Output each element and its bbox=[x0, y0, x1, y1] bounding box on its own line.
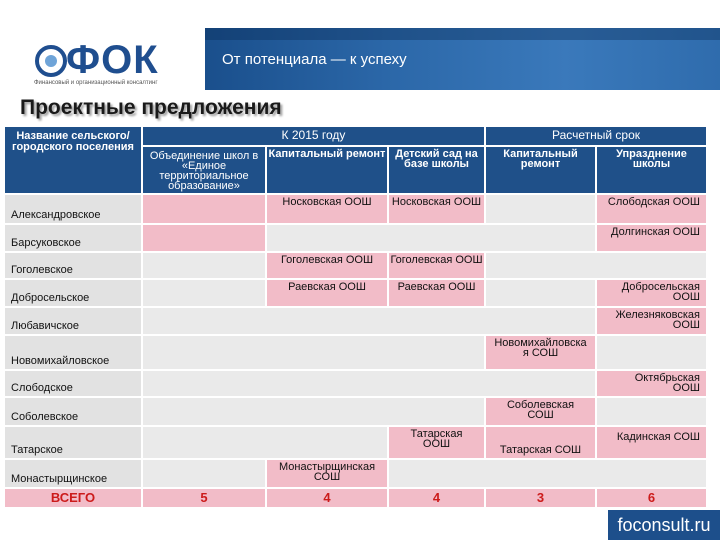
cell-kindergarten bbox=[388, 426, 485, 459]
row-fill bbox=[142, 397, 485, 426]
row-fill bbox=[266, 224, 596, 252]
subheader-repair-2015-label: Капитальный ремонт bbox=[268, 148, 386, 160]
row-name-label: Добросельское bbox=[11, 292, 90, 304]
subheader-repair-calc-label: Капитальный ремонт bbox=[503, 148, 578, 170]
cell-abolish bbox=[596, 370, 707, 397]
cell-repair-2015 bbox=[266, 194, 388, 224]
cell-text: Железняковская ООШ bbox=[615, 309, 700, 331]
total-merge bbox=[142, 488, 266, 508]
row-name-label: Барсуковское bbox=[11, 237, 81, 249]
total-value: 3 bbox=[536, 490, 545, 505]
row-fill bbox=[142, 370, 596, 397]
row-name-label: Любавичское bbox=[11, 320, 80, 332]
cell-repair-calc bbox=[485, 397, 596, 426]
total-value: 4 bbox=[432, 490, 441, 505]
group-header-2015 bbox=[142, 126, 485, 146]
group-header-calc bbox=[485, 126, 707, 146]
slogan: От потенциала — к успеху bbox=[222, 51, 407, 68]
row-fill bbox=[142, 252, 266, 279]
row-name-label: Гоголевское bbox=[11, 264, 73, 276]
row-name-barsukovskoe bbox=[4, 224, 142, 252]
cell-text: Татарская ООШ bbox=[410, 428, 463, 450]
cell-repair-2015 bbox=[266, 459, 388, 488]
cell-merge bbox=[142, 194, 266, 224]
cell-text: Долгинская ООШ bbox=[611, 226, 700, 238]
subheader-merge bbox=[142, 146, 266, 194]
cell-abolish bbox=[596, 224, 707, 252]
cell-repair-calc bbox=[485, 426, 596, 459]
subheader-repair-calc bbox=[485, 146, 596, 194]
cell-text: Кадинская СОШ bbox=[616, 431, 700, 443]
row-fill bbox=[596, 335, 707, 370]
subheader-kindergarten-label: Детский сад на базе школы bbox=[395, 148, 478, 170]
subheader-merge-label: Объединение школ в «Единое территориальное образование» bbox=[149, 150, 259, 192]
cell-text: Монастырщинская СОШ bbox=[278, 461, 376, 483]
cell-abolish bbox=[596, 307, 707, 335]
cell-text: Соболевская СОШ bbox=[506, 399, 575, 421]
cell-text: Раевская ООШ bbox=[397, 281, 476, 293]
row-fill bbox=[388, 459, 707, 488]
cell-kindergarten bbox=[388, 194, 485, 224]
row-name-aleksandrovskoe bbox=[4, 194, 142, 224]
subheader-kindergarten bbox=[388, 146, 485, 194]
cell-text: Слободская ООШ bbox=[607, 196, 700, 208]
row-name-label: Монастырщинское bbox=[11, 473, 108, 485]
col-header-settlement-label: Название сельского/городского поселения bbox=[12, 130, 134, 153]
cell-text: Носковская ООШ bbox=[391, 196, 482, 208]
cell-repair-calc bbox=[485, 194, 596, 224]
row-name-label: Александровское bbox=[11, 209, 101, 221]
header-banner-top-strip bbox=[205, 28, 720, 40]
row-fill bbox=[142, 279, 266, 307]
row-fill bbox=[596, 397, 707, 426]
totals-label bbox=[4, 488, 142, 508]
row-name-novomikhaylovskoe bbox=[4, 335, 142, 370]
row-name-tatarskoe bbox=[4, 426, 142, 459]
group-header-calc-label: Расчетный срок bbox=[551, 128, 641, 142]
row-name-label: Слободское bbox=[11, 382, 73, 394]
cell-text: Носковская ООШ bbox=[282, 196, 372, 208]
cell-repair-calc bbox=[485, 279, 596, 307]
logo-subtitle: Финансовый и организационный консалтинг bbox=[34, 80, 158, 86]
cell-abolish bbox=[596, 194, 707, 224]
row-fill bbox=[142, 307, 596, 335]
proposals-table bbox=[4, 126, 707, 508]
row-name-label: Новомихайловское bbox=[11, 355, 110, 367]
row-name-gogolevskoe bbox=[4, 252, 142, 279]
row-name-monastyrshchinskoe bbox=[4, 459, 142, 488]
cell-text: Раевская ООШ bbox=[288, 281, 366, 293]
row-name-label: Соболевское bbox=[11, 411, 79, 423]
row-fill bbox=[142, 459, 266, 488]
cell-kindergarten bbox=[388, 279, 485, 307]
col-header-settlement bbox=[4, 126, 142, 194]
total-value: 6 bbox=[647, 490, 656, 505]
row-fill bbox=[142, 426, 388, 459]
cell-repair-2015 bbox=[266, 252, 388, 279]
footer-site-link[interactable] bbox=[608, 510, 720, 540]
page-title: Проектные предложения bbox=[20, 96, 282, 119]
group-header-2015-label: К 2015 году bbox=[281, 128, 346, 142]
row-name-slobodskoe bbox=[4, 370, 142, 397]
row-fill bbox=[142, 224, 266, 252]
row-name-dobroselskoe bbox=[4, 279, 142, 307]
total-kindergarten bbox=[388, 488, 485, 508]
subheader-abolish bbox=[596, 146, 707, 194]
footer-site-text[interactable]: foconsult.ru bbox=[617, 514, 711, 535]
cell-text: Гоголевская ООШ bbox=[280, 254, 374, 266]
cell-kindergarten bbox=[388, 252, 485, 279]
subheader-abolish-label: Упразднение школы bbox=[616, 148, 687, 170]
cell-text: Октябрьская ООШ bbox=[634, 372, 700, 394]
total-value: 5 bbox=[200, 490, 208, 505]
cell-text: Гоголевская ООШ bbox=[390, 254, 483, 266]
total-abolish bbox=[596, 488, 707, 508]
subheader-repair-2015 bbox=[266, 146, 388, 194]
cell-text: Добросельская ООШ bbox=[621, 281, 700, 303]
cell-text: Новомихайловская СОШ bbox=[494, 337, 587, 359]
total-repair-2015 bbox=[266, 488, 388, 508]
cell-abolish bbox=[596, 279, 707, 307]
row-name-lyubavichskoe bbox=[4, 307, 142, 335]
totals-label-text: ВСЕГО bbox=[50, 490, 96, 505]
row-fill bbox=[485, 252, 707, 279]
row-name-sobolevskoe bbox=[4, 397, 142, 426]
cell-repair-2015 bbox=[266, 279, 388, 307]
logo-text: ФОК bbox=[66, 38, 159, 82]
cell-repair-calc bbox=[485, 335, 596, 370]
logo-icon bbox=[34, 44, 68, 78]
total-repair-calc bbox=[485, 488, 596, 508]
total-value: 4 bbox=[323, 490, 331, 505]
row-fill bbox=[142, 335, 485, 370]
row-name-label: Татарское bbox=[11, 444, 63, 456]
cell-text: Татарская СОШ bbox=[499, 444, 582, 456]
cell-abolish bbox=[596, 426, 707, 459]
